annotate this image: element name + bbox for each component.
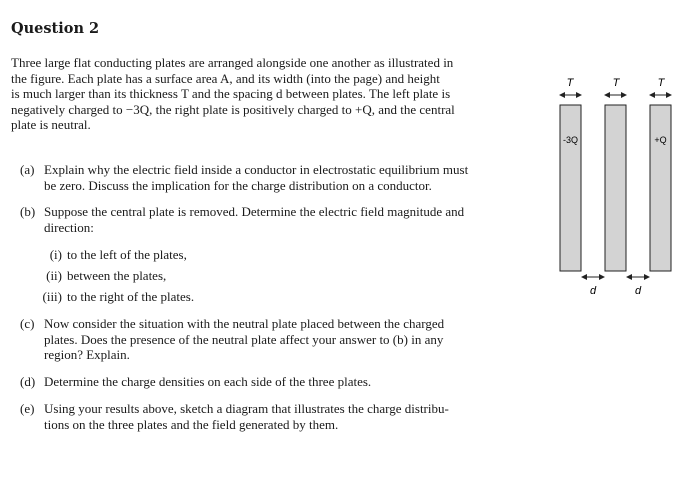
subpart-iii	[32, 289, 194, 305]
part-label: (e)	[20, 401, 35, 416]
subpart-ii	[32, 268, 166, 284]
part-line: region? Explain.	[44, 347, 130, 363]
spacing-label-left: d	[589, 285, 597, 297]
intro-line: Three large flat conducting plates are arranged alongside one another as illustrated in	[11, 55, 454, 70]
plate-charge-left: -3Q	[562, 135, 579, 145]
part-line: be zero. Discuss the implication for the charge distribution on a conductor.	[44, 177, 432, 193]
thickness-label-center: T	[612, 77, 620, 89]
part-label: (c)	[20, 316, 35, 331]
plate-left	[560, 105, 581, 271]
intro-line: plate is neutral.	[11, 117, 91, 133]
intro-line: the figure. Each plate has a surface area A, and its width (into the page) and height	[11, 70, 440, 86]
question-title: Question 2	[11, 20, 100, 37]
part-a	[20, 162, 514, 193]
subpart-i	[32, 247, 187, 263]
part-line: plates. Does the presence of the neutral plate affect your answer to (b) in any	[44, 331, 444, 347]
part-c	[20, 316, 514, 363]
question-intro	[11, 55, 511, 133]
part-line: Explain why the electric field inside a conductor in electrostatic equilibrium must	[44, 162, 469, 177]
subpart-label: (ii)	[46, 268, 62, 283]
part-d	[20, 374, 514, 390]
part-line: direction:	[44, 219, 94, 235]
part-e	[20, 401, 514, 432]
spacing-label-right: d	[634, 285, 642, 297]
part-line: Now consider the situation with the neutral plate placed between the charged	[44, 316, 445, 331]
part-line: tions on the three plates and the field generated by them.	[44, 416, 339, 432]
part-label: (d)	[20, 374, 36, 389]
subpart-text: to the right of the plates.	[67, 289, 195, 304]
part-line: Using your results above, sketch a diagram that illustrates the charge distribu-	[44, 401, 449, 416]
plate-right	[650, 105, 671, 271]
part-line: Suppose the central plate is removed. Determine the electric field magnitude and	[44, 204, 465, 219]
subpart-text: to the left of the plates,	[67, 247, 187, 262]
subpart-label: (i)	[49, 247, 62, 262]
part-label: (b)	[20, 204, 36, 219]
subpart-label: (iii)	[42, 289, 62, 304]
part-label: (a)	[20, 162, 35, 177]
thickness-label-left: T	[566, 77, 574, 89]
plates-figure	[540, 65, 690, 305]
thickness-label-right: T	[657, 77, 665, 89]
part-line: Determine the charge densities on each side of the three plates.	[44, 374, 372, 389]
subpart-text: between the plates,	[67, 268, 167, 283]
plate-center	[605, 105, 626, 271]
intro-line: negatively charged to −3Q, the right plate is positively charged to +Q, and the central	[11, 101, 455, 117]
intro-line: is much larger than its thickness T and the spacing d between plates. The left plate is	[11, 86, 451, 102]
part-b	[20, 204, 514, 235]
plate-charge-right: +Q	[654, 135, 667, 145]
